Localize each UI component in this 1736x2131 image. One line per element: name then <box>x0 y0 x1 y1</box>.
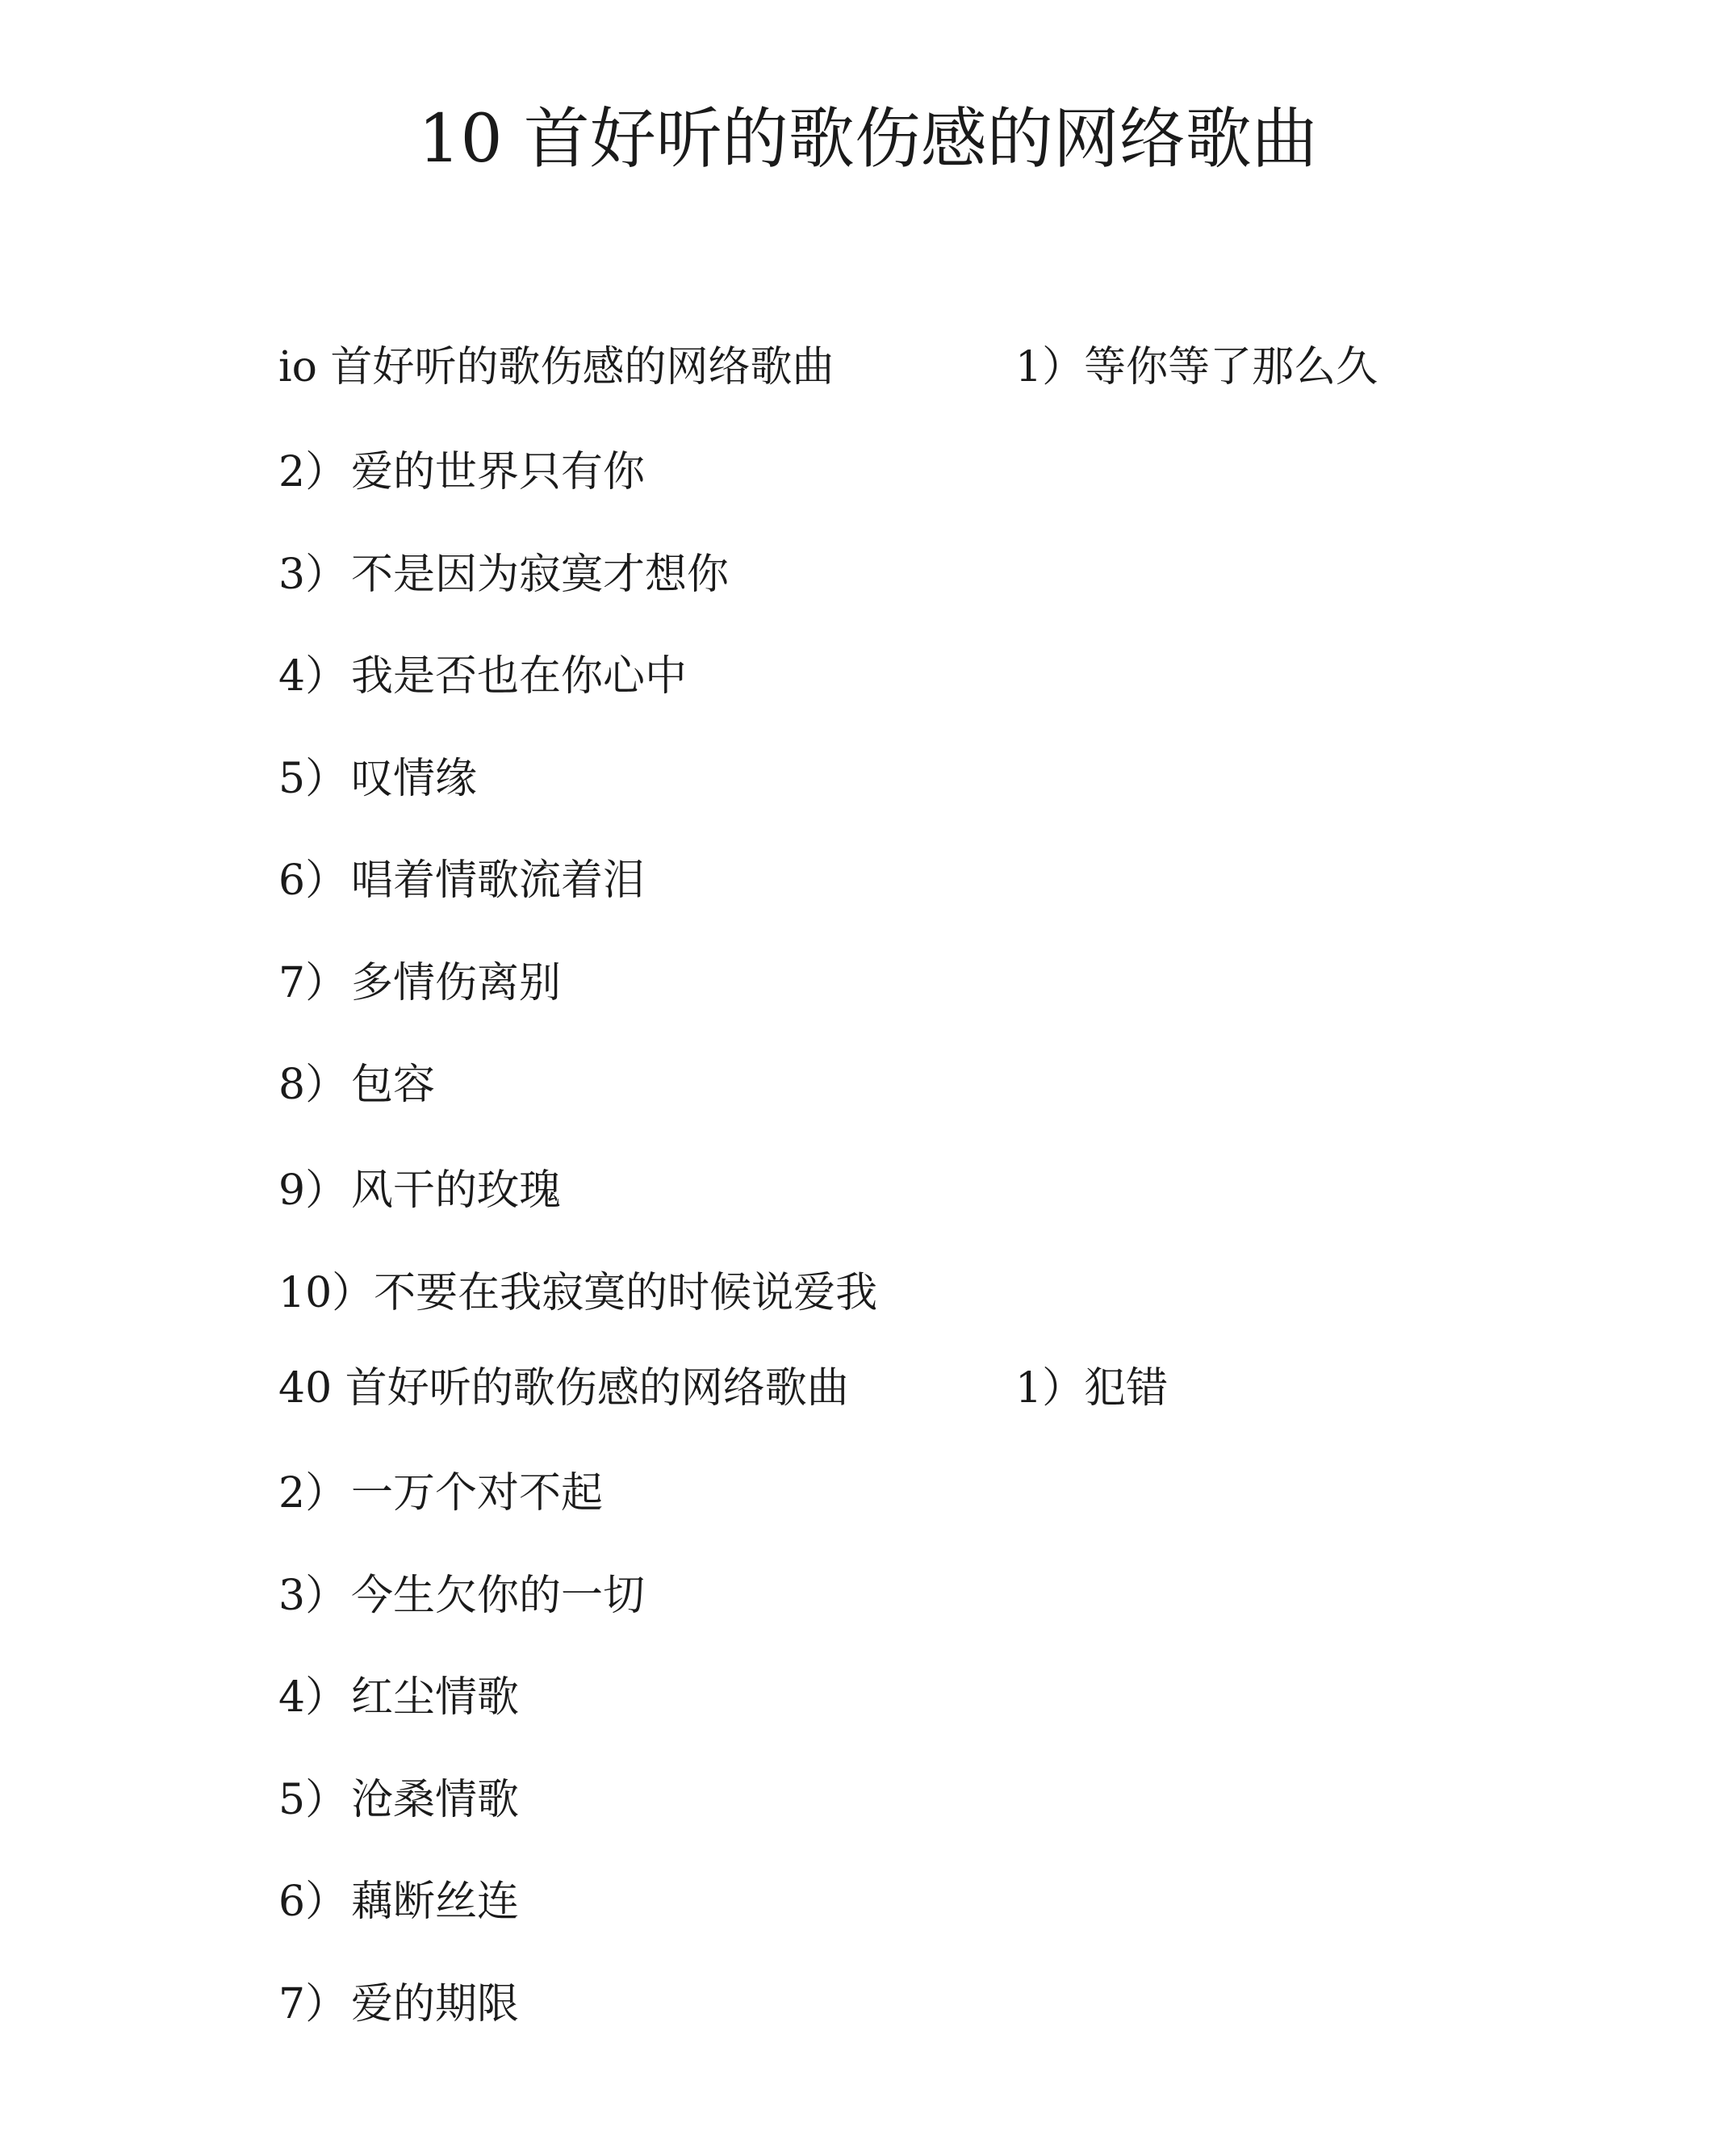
item-number: 4） <box>278 1673 348 1722</box>
item-number: 7） <box>278 1980 348 2028</box>
section-heading: io 首好听的歌伤感的网络歌曲 <box>278 343 835 391</box>
list-item <box>278 852 645 909</box>
song-title: 藕断丝连 <box>351 1878 520 1926</box>
item-number: 5） <box>278 1776 348 1824</box>
song-title: 沧桑情歌 <box>351 1776 520 1824</box>
song-title: 包容 <box>351 1061 436 1109</box>
item-number: 3） <box>278 551 348 599</box>
song-title: 不要在我寂寞的时候说爱我 <box>374 1269 878 1317</box>
list-item <box>278 1669 519 1726</box>
item-number: 2） <box>278 448 348 496</box>
list-item <box>278 648 687 705</box>
song-title: 多情伤离别 <box>351 959 562 1007</box>
song-title: 红尘情歌 <box>351 1673 520 1722</box>
item-number: 4） <box>278 652 348 701</box>
page-title: 10 首好听的歌伤感的网络歌曲 <box>418 101 1318 178</box>
item-number: 9） <box>278 1166 348 1215</box>
list-item <box>278 444 645 500</box>
list-item <box>278 546 729 603</box>
song-title: 唱着情歌流着泪 <box>351 856 646 905</box>
list-item <box>278 1162 561 1219</box>
song-title: 爱的期限 <box>351 1980 520 2028</box>
item-number: 5） <box>278 755 348 803</box>
item-number: 10） <box>278 1269 374 1317</box>
song-title: 一万个对不起 <box>351 1469 604 1518</box>
list-item-first: 1）等你等了那么久 <box>1015 343 1378 391</box>
item-number: 3） <box>278 1572 348 1620</box>
list-item <box>278 1568 645 1624</box>
section-heading: 40 首好听的歌伤感的网络歌曲 <box>278 1364 849 1413</box>
list-item-first: 1）犯错 <box>1015 1364 1169 1413</box>
song-title: 爱的世界只有你 <box>351 448 646 496</box>
song-title: 今生欠你的一切 <box>351 1572 646 1620</box>
list-item <box>278 1265 877 1321</box>
list-item <box>278 1772 519 1828</box>
song-title: 我是否也在你心中 <box>351 652 688 701</box>
song-title: 风干的玫瑰 <box>351 1166 562 1215</box>
item-number: 2） <box>278 1469 348 1518</box>
song-title: 叹情缘 <box>351 755 478 803</box>
list-item <box>278 1057 435 1113</box>
song-title: 不是因为寂寞才想你 <box>351 551 730 599</box>
list-item <box>278 1976 519 2033</box>
item-number: 6） <box>278 1878 348 1926</box>
item-number: 6） <box>278 856 348 905</box>
list-item <box>278 955 561 1011</box>
item-number: 7） <box>278 959 348 1007</box>
list-item <box>278 1465 603 1522</box>
list-item <box>278 751 477 807</box>
item-number: 8） <box>278 1061 348 1109</box>
list-item <box>278 1874 519 1930</box>
